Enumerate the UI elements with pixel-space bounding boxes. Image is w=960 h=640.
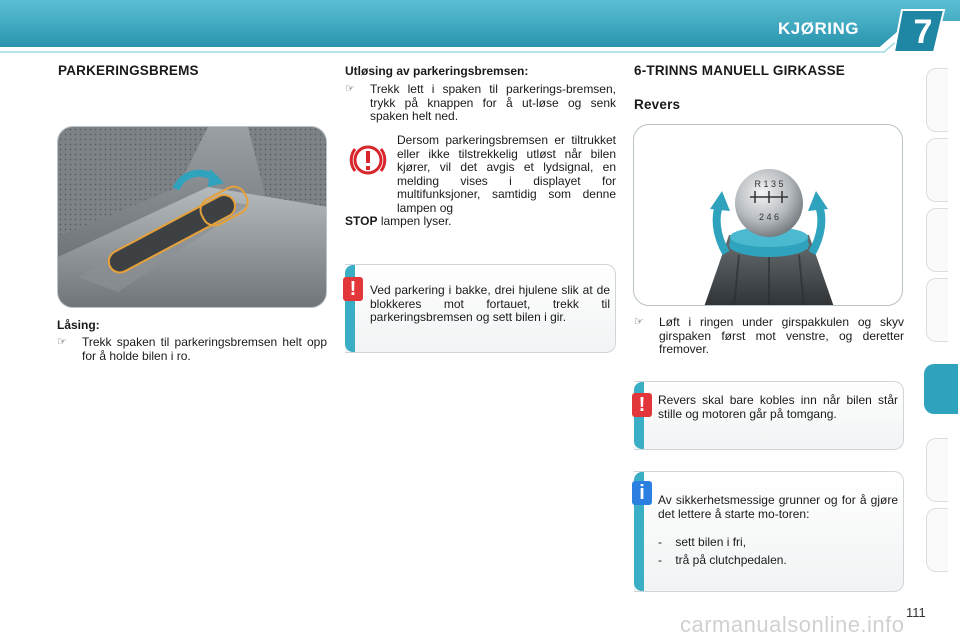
warning-exclamation-icon: ! [343,277,363,301]
info-item: - trå på clutchpedalen. [658,553,787,567]
section-title-gearbox: 6-TRINNS MANUELL GIRKASSE [634,63,846,78]
hand-pointer-icon: ☞ [345,83,355,95]
info-i-icon: i [632,481,652,505]
hand-pointer-icon: ☞ [57,336,67,348]
warning-note-parking: Ved parkering i bakke, drei hjulene slik at de blokkeres mot fortauet, trekk til parkeringsbremsen og sett bilen i gir. [345,264,616,353]
reverse-instruction: ☞ Løft i ringen under girspakkulen og skyv girspaken først mot venstre, og deretter fremover. [634,315,904,356]
release-instruction: ☞ Trekk lett i spaken til parkerings-bremsen, trykk på knappen for å ut-løse og senk spaken helt ned. [345,82,616,123]
locking-instruction: ☞ Trekk spaken til parkeringsbremsen helt opp for å holde bilen i ro. [57,335,327,363]
side-tab[interactable] [926,438,948,502]
chapter-header [0,0,960,56]
gear-knob-photo [633,124,903,306]
side-tab-active[interactable] [924,364,958,414]
svg-text:R 1 3 5: R 1 3 5 [754,179,784,189]
svg-text:2 4 6: 2 4 6 [758,212,780,222]
warning-exclamation-icon: ! [632,393,652,417]
handbrake-illustration [58,127,327,308]
page-number: 111 [906,605,926,620]
watermark: carmanualsonline.info [680,612,905,637]
side-tab[interactable] [926,68,948,132]
side-tab[interactable] [926,208,948,272]
hand-pointer-icon: ☞ [634,316,644,328]
chapter-title: KJØRING [778,19,859,38]
warning-text-part2: STOP lampen lyser. [345,214,452,228]
handbrake-lever-photo [57,126,327,308]
subtitle-reverse: Revers [634,97,681,112]
side-tab[interactable] [926,138,948,202]
info-note-safety: Av sikkerhetsmessige grunner og for å gjøre det lettere å starte mo-toren: - sett bilen i fri, - trå på clutchpedalen. [634,471,904,592]
brake-warning-icon [348,140,388,180]
locking-heading: Låsing: [57,318,100,332]
release-heading: Utløsing av parkeringsbremsen: [345,64,529,78]
side-tab[interactable] [926,278,948,342]
chapter-number: 7 [913,13,933,51]
side-tab[interactable] [926,508,948,572]
chapter-side-tabs [926,68,952,576]
stop-label: STOP [345,214,378,228]
warning-text-part1: Dersom parkeringsbremsen er tiltrukket eller ikke tilstrekkelig utløst når bilen kjører, vil det avgis et lydsignal, en melding vises i displayet for multifunksjoner, samtidig som denne lampen og [397,133,616,215]
gear-knob-illustration [634,125,903,306]
warning-note-reverse: Revers skal bare kobles inn når bilen står stille og motoren går på tomgang. [634,381,904,450]
section-title-parking-brake: PARKERINGSBREMS [58,63,199,78]
info-item: - sett bilen i fri, [658,535,747,549]
